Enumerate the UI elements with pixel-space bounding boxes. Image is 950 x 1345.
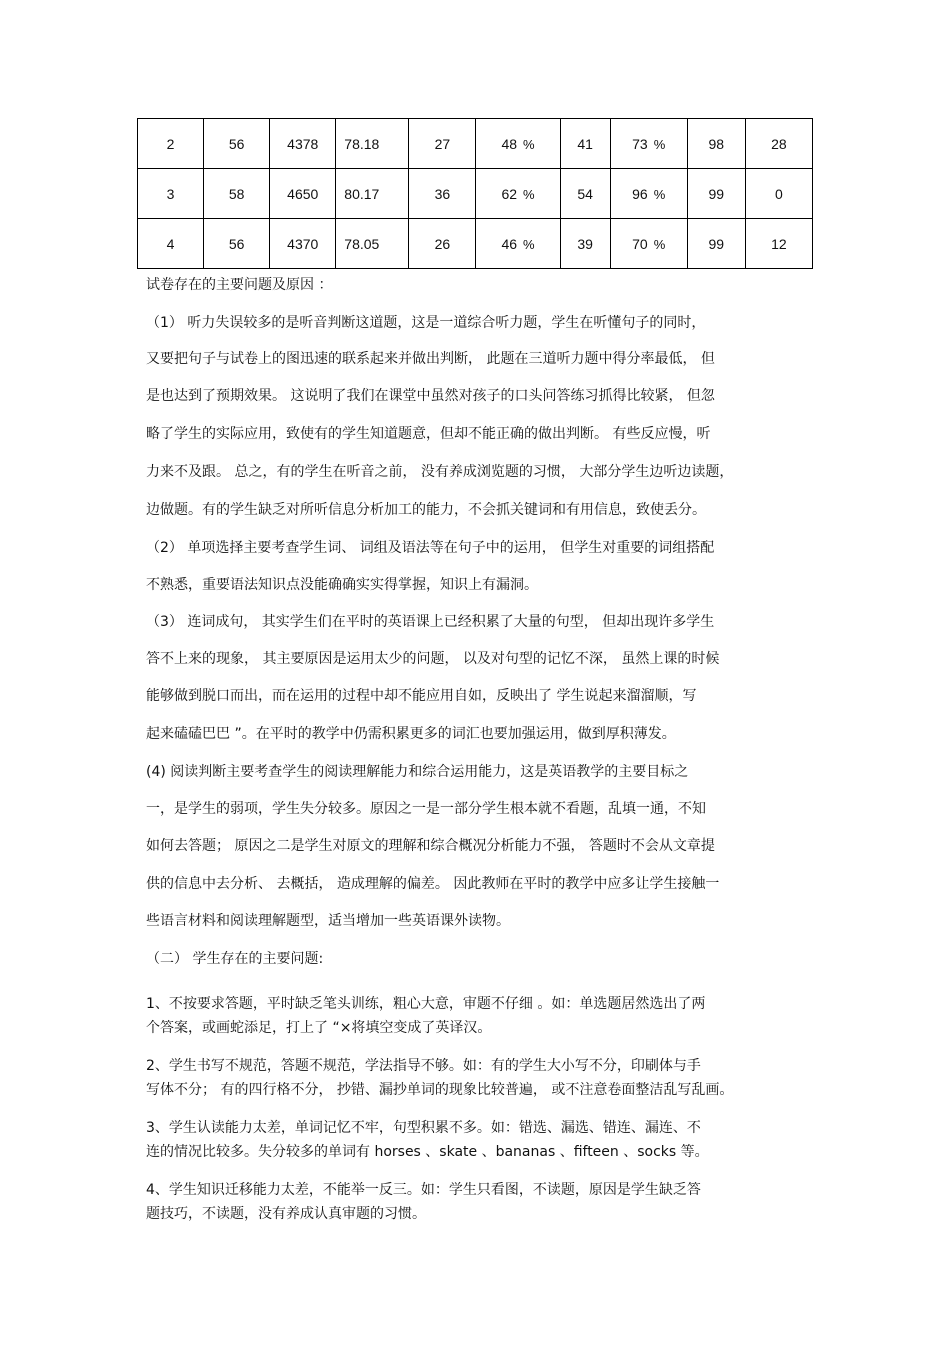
table-cell: 80.17 bbox=[336, 169, 409, 219]
list-item-line: 2、学生书写不规范，答题不规范，学法指导不够。如：有的学生大小写不分，印刷体与手 bbox=[146, 1058, 701, 1074]
table-cell: 39 bbox=[560, 219, 610, 269]
percent-sign: % bbox=[653, 236, 666, 252]
table-cell: 4378 bbox=[270, 119, 336, 169]
table-cell: 78.05 bbox=[336, 219, 409, 269]
percent-sign: % bbox=[653, 136, 666, 152]
table-cell: 99 bbox=[687, 219, 745, 269]
percent-value: 96 bbox=[632, 185, 648, 202]
table-cell bbox=[476, 169, 560, 219]
paragraph-line: 供的信息中去分析、 去概括， 造成理解的偏差。 因此教师在平时的教学中应多让学生接触一 bbox=[146, 876, 720, 892]
percent-sign: % bbox=[523, 186, 535, 202]
section-heading: （二） 学生存在的主要问题: bbox=[146, 951, 324, 967]
table-cell: 27 bbox=[409, 119, 476, 169]
table-cell: 3 bbox=[138, 169, 204, 219]
table-cell: 99 bbox=[687, 169, 745, 219]
paragraph-line: （2） 单项选择主要考查学生词、 词组及语法等在句子中的运用， 但学生对重要的词组搭配 bbox=[146, 540, 715, 556]
table-cell bbox=[476, 219, 560, 269]
table-cell: 56 bbox=[204, 219, 270, 269]
paragraph-line: 如何去答题； 原因之二是学生对原文的理解和综合概况分析能力不强， 答题时不会从文章提 bbox=[146, 838, 715, 854]
table-cell: 36 bbox=[409, 169, 476, 219]
paragraph-line: 答不上来的现象， 其主要原因是运用太少的问题， 以及对句型的记忆不深， 虽然上课的时候 bbox=[146, 651, 720, 667]
table-cell bbox=[476, 119, 560, 169]
score-table bbox=[137, 118, 813, 269]
table-cell: 28 bbox=[745, 119, 812, 169]
paragraph-line: 能够做到脱口而出，而在运用的过程中却不能应用自如，反映出了 学生说起来溜溜顺，写 bbox=[146, 688, 697, 704]
list-item-line: 3、学生认读能力太差，单词记忆不牢，句型积累不多。如：错选、漏选、错连、漏连、不 bbox=[146, 1120, 701, 1136]
paragraph-line: 略了学生的实际应用，致使有的学生知道题意，但却不能正确的做出判断。 有些反应慢，听 bbox=[146, 426, 711, 442]
table-row bbox=[138, 169, 813, 219]
percent-sign: % bbox=[523, 136, 535, 152]
percent-sign: % bbox=[653, 186, 666, 202]
table-cell: 56 bbox=[204, 119, 270, 169]
table-cell: 98 bbox=[687, 119, 745, 169]
list-item-line: 写体不分； 有的四行格不分， 抄错、漏抄单词的现象比较普遍， 或不注意卷面整洁乱写乱画。 bbox=[146, 1082, 734, 1098]
section-heading: 试卷存在的主要问题及原因 ： bbox=[146, 277, 333, 293]
table-cell: 4 bbox=[138, 219, 204, 269]
paragraph-line: 不熟悉，重要语法知识点没能确确实实得掌握，知识上有漏洞。 bbox=[146, 577, 538, 593]
table-cell: 4370 bbox=[270, 219, 336, 269]
paragraph-line: (4) 阅读判断主要考查学生的阅读理解能力和综合运用能力，这是英语教学的主要目标之 bbox=[146, 764, 689, 780]
paragraph-line: 一，是学生的弱项，学生失分较多。原因之一是一部分学生根本就不看题，乱填一通，不知 bbox=[146, 801, 706, 817]
list-item-line: 题技巧，不读题，没有养成认真审题的习惯。 bbox=[146, 1206, 426, 1222]
paragraph-line: 是也达到了预期效果。 这说明了我们在课堂中虽然对孩子的口头问答练习抓得比较紧， 但忽 bbox=[146, 388, 715, 404]
table-cell: 26 bbox=[409, 219, 476, 269]
list-item-line: 4、学生知识迁移能力太差，不能举一反三。如：学生只看图，不读题，原因是学生缺乏答 bbox=[146, 1182, 701, 1198]
table-cell bbox=[610, 169, 687, 219]
table-cell: 0 bbox=[745, 169, 812, 219]
paragraph-line: 起来磕磕巴巴 ”。在平时的教学中仍需积累更多的词汇也要加强运用，做到厚积薄发。 bbox=[146, 726, 676, 742]
paragraph-line: 又要把句子与试卷上的图迅速的联系起来并做出判断， 此题在三道听力题中得分率最低， 但 bbox=[146, 351, 715, 367]
percent-value: 73 bbox=[632, 135, 648, 152]
percent-value: 62 bbox=[501, 185, 518, 202]
paragraph-line: 些语言材料和阅读理解题型，适当增加一些英语课外读物。 bbox=[146, 913, 510, 929]
paragraph-line: 力来不及跟。 总之，有的学生在听音之前， 没有养成浏览题的习惯， 大部分学生边听边读题， bbox=[146, 464, 734, 480]
table-row bbox=[138, 119, 813, 169]
list-item-line: 连的情况比较多。失分较多的单词有 horses 、skate 、bananas 、fifteen 、socks 等。 bbox=[146, 1144, 709, 1160]
table-cell: 2 bbox=[138, 119, 204, 169]
table-row bbox=[138, 219, 813, 269]
percent-value: 70 bbox=[632, 235, 648, 252]
table-cell: 58 bbox=[204, 169, 270, 219]
table-cell: 12 bbox=[745, 219, 812, 269]
table-cell bbox=[610, 219, 687, 269]
paragraph-line: （3） 连词成句， 其实学生们在平时的英语课上已经积累了大量的句型， 但却出现许多学生 bbox=[146, 614, 715, 630]
percent-value: 46 bbox=[501, 235, 518, 252]
paragraph-line: 边做题。有的学生缺乏对所听信息分析加工的能力，不会抓关键词和有用信息，致使丢分。 bbox=[146, 502, 706, 518]
table-cell: 54 bbox=[560, 169, 610, 219]
table-cell: 78.18 bbox=[336, 119, 409, 169]
percent-value: 48 bbox=[501, 135, 518, 152]
table-cell: 41 bbox=[560, 119, 610, 169]
list-item-line: 个答案，或画蛇添足，打上了 “×将填空变成了英译汉。 bbox=[146, 1020, 492, 1036]
table-cell bbox=[610, 119, 687, 169]
table-cell: 4650 bbox=[270, 169, 336, 219]
percent-sign: % bbox=[523, 236, 535, 252]
paragraph-line: （1） 听力失误较多的是听音判断这道题，这是一道综合听力题，学生在听懂句子的同时， bbox=[146, 315, 706, 331]
list-item-line: 1、不按要求答题，平时缺乏笔头训练，粗心大意，审题不仔细 。如：单选题居然选出了两 bbox=[146, 996, 706, 1012]
